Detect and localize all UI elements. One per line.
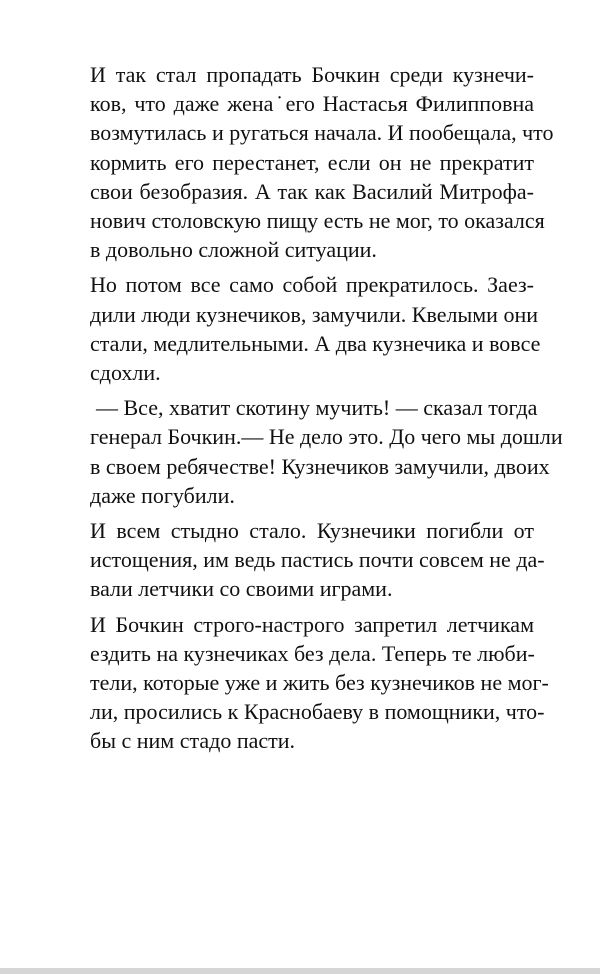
text-line: И так стал пропадать Бочкин среди кузнечи- (90, 62, 534, 87)
paragraph-5 (90, 610, 549, 756)
text-line: истощения, им ведь пастись почти совсем не да- (90, 547, 545, 573)
text-line: кормить его перестанет, если он не прекратит (90, 149, 534, 175)
text-line: вали летчики со своими играми. (90, 576, 393, 602)
text-line: ездить на кузнечиках без дела. Теперь те люби- (90, 640, 535, 666)
text-line: нович столовскую пищу есть не мог, то оказался (90, 208, 545, 234)
paragraph-1 (90, 60, 554, 264)
text-line: возмутилась и ругаться начала. И пообещала, что (90, 120, 554, 146)
text-line: — Все, хватит скотину мучить! — сказал тогда (96, 395, 538, 421)
paragraph-3 (90, 393, 563, 510)
paragraph-2 (90, 270, 541, 387)
text-line: стали, медлительными. А два кузнечика и вовсе (90, 330, 541, 356)
text-line: И Бочкин строго-настрого запретил летчикам (90, 611, 534, 637)
text-line: тели, которые уже и жить без кузнечиков не мог- (90, 670, 549, 696)
text-line: Но потом все само собой прекратилось. Заез- (90, 272, 534, 298)
text-line: в довольно сложной ситуации. (90, 237, 377, 263)
text-line: бы с ним стадо пасти. (90, 728, 296, 754)
text-line: дили люди кузнечиков, замучили. Квелыми они (90, 301, 539, 327)
text-line: сдохли. (90, 360, 161, 386)
text-line: ли, просились к Краснобаеву в помощники, что- (90, 699, 545, 725)
page-bottom-border (0, 968, 600, 974)
page-text (90, 60, 563, 762)
text-line: свои безобразия. А так как Василий Митрофа- (90, 178, 534, 204)
text-line: генерал Бочкин.— Не дело это. До чего мы дошли (90, 424, 563, 450)
text-line: ков, что даже жена˙его Настасья Филипповна (90, 91, 534, 117)
text-line: в своем ребячестве! Кузнечиков замучили, двоих (90, 453, 550, 479)
paragraph-4 (90, 516, 545, 604)
text-line: даже погубили. (90, 482, 235, 508)
text-line: И всем стыдно стало. Кузнечики погибли от (90, 518, 534, 544)
